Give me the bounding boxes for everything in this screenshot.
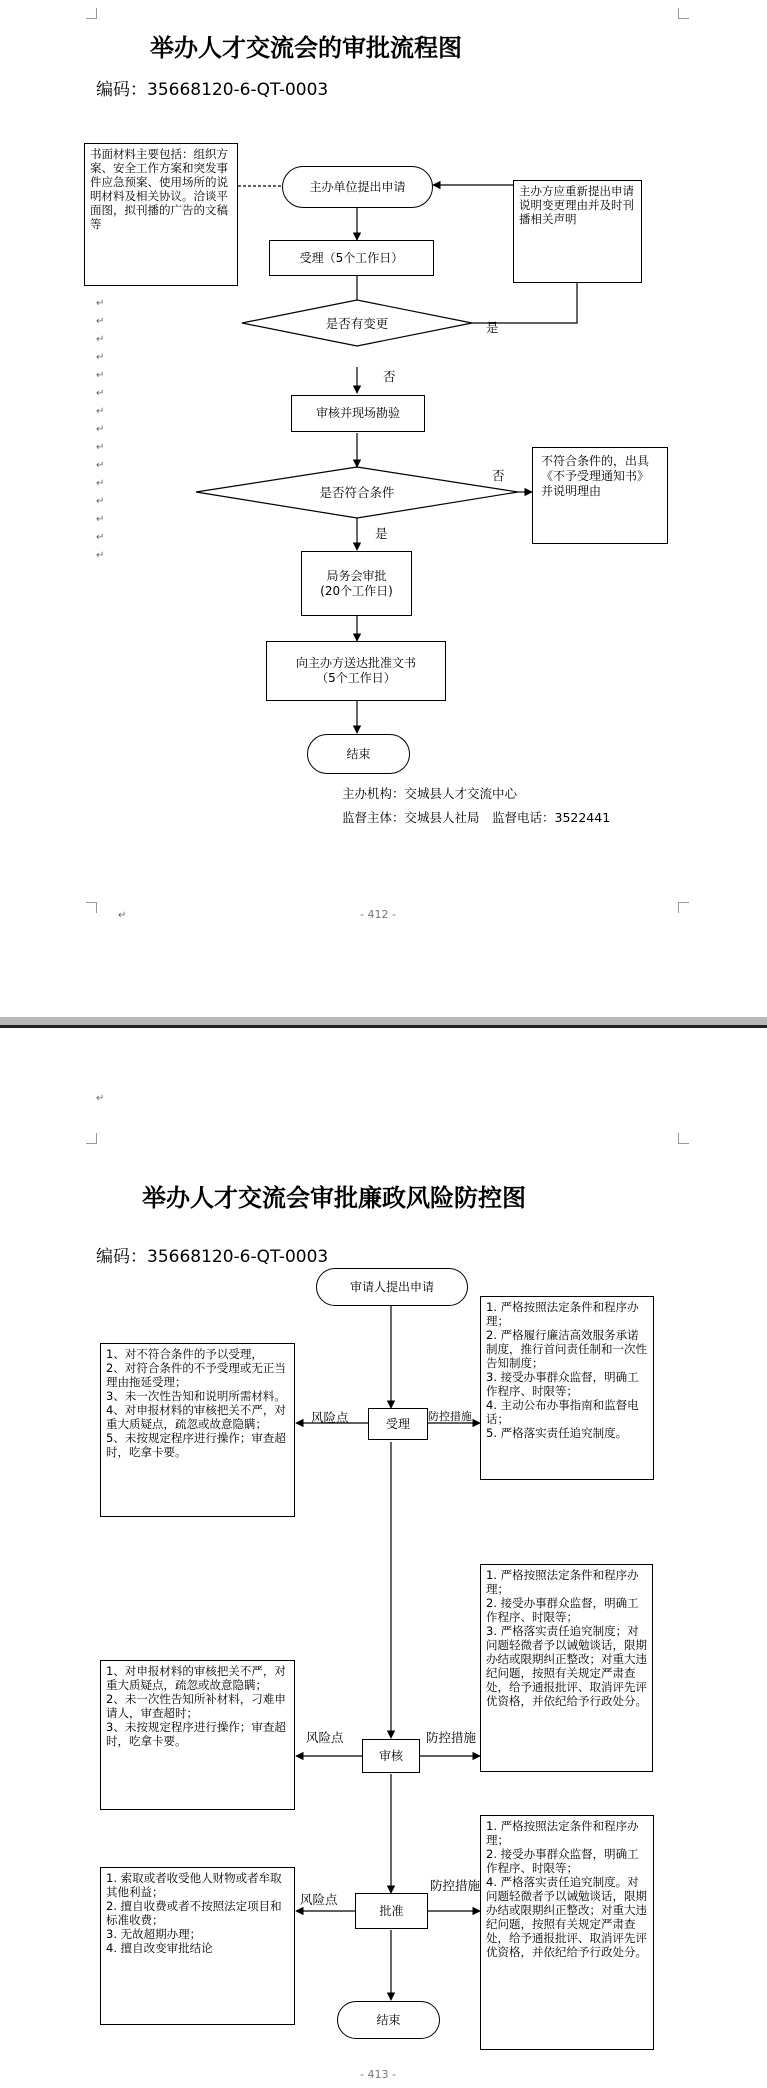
risk-item: 4、对申报材料的审核把关不严，对重大质疑点，疏忽或故意隐瞒； — [106, 1403, 286, 1431]
host-org: 主办机构：交城县人才交流中心 — [342, 786, 518, 801]
page-number: - 412 - — [360, 908, 396, 921]
risk-box-review — [100, 1660, 295, 1810]
document-code: 编码：35668120-6-QT-0003 — [96, 1247, 329, 1267]
risk-item: 2、未一次性告知所补材料，刁难申请人，审查超时； — [106, 1692, 286, 1720]
accept-node: 受理 — [368, 1408, 428, 1440]
end-node: 结束 — [307, 734, 410, 774]
review-node: 审核并现场勘验 — [291, 395, 425, 432]
document-code: 编码：35668120-6-QT-0003 — [96, 80, 329, 100]
page-title: 举办人才交流会审批廉政风险防控图 — [142, 1184, 526, 1212]
resubmit-note: 主办方应重新提出申请说明变更理由并及时刊播相关声明 — [513, 180, 642, 283]
no-label: 否 — [383, 369, 396, 384]
risk-box-approve — [100, 1867, 295, 2025]
control-item: 4. 严格落实责任追究制度。对问题轻微者予以诫勉谈话，限期办结或限期纠正整改；对重大违纪问题，按照有关规定严肃查处，给予通报批评、取消评先评优资格，并依纪给予行政处分。 — [486, 1875, 647, 1959]
risk-item: 1、对不符合条件的予以受理， — [106, 1347, 263, 1361]
control-item: 1. 严格按照法定条件和程序办理； — [486, 1568, 639, 1596]
control-item: 3. 严格落实责任追究制度；对问题轻微者予以诫勉谈话，限期办结或限期纠正整改；对重大违纪问题，按照有关规定严肃查处，给予通报批评、取消评先评优资格，并依纪给予行政处分。 — [486, 1624, 647, 1708]
approval-label: 局务会审批 — [326, 568, 387, 583]
risk-item: 3、未一次性告知和说明所需材料。 — [106, 1389, 286, 1403]
control-item: 4. 主动公布办事指南和监督电话； — [486, 1398, 639, 1426]
control-item: 2. 接受办事群众监督，明确工作程序、时限等； — [486, 1596, 639, 1624]
end-node: 结束 — [337, 2001, 440, 2039]
risk-item: 3. 无故超期办理； — [106, 1927, 202, 1941]
control-box-accept — [480, 1296, 654, 1480]
start-node: 审请人提出申请 — [316, 1268, 468, 1306]
risk-item: 1、对申报材料的审核把关不严，对重大质疑点，疏忽或故意隐瞒； — [106, 1664, 286, 1692]
risk-item: 2. 擅自收费或者不按照法定项目和标准收费； — [106, 1899, 282, 1927]
control-label: 防控措施 — [426, 1730, 477, 1745]
yes-label: 是 — [375, 526, 388, 541]
approval-duration: (20个工作日) — [320, 583, 393, 598]
risk-item: 5、未按规定程序进行操作；审查超时，吃拿卡要。 — [106, 1431, 286, 1459]
review-node: 审核 — [362, 1739, 420, 1773]
risk-label: 风险点 — [306, 1730, 344, 1745]
control-item: 3. 接受办事群众监督，明确工作程序、时限等； — [486, 1370, 639, 1398]
paragraph-mark: ↵ — [118, 910, 127, 921]
control-item: 2. 严格履行廉洁高效服务承诺制度，推行首问责任制和一次性告知制度； — [486, 1328, 647, 1370]
paragraph-mark: ↵ — [96, 1093, 105, 1104]
risk-item: 4. 擅自改变审批结论 — [106, 1941, 213, 1955]
control-box-review — [480, 1564, 653, 1772]
risk-item: 2、对符合条件的不予受理或无正当理由拖延受理； — [106, 1361, 286, 1389]
control-item: 5. 严格落实责任追究制度。 — [486, 1426, 628, 1440]
page-number: - 413 - — [360, 2068, 396, 2081]
risk-label: 风险点 — [311, 1410, 349, 1425]
send-label: 向主办方送达批准文书 — [295, 656, 416, 670]
accept-node: 受理（5个工作日） — [269, 240, 434, 276]
send-duration: （5个工作日） — [316, 671, 396, 685]
paragraph-marks: ↵ ↵ ↵ ↵ ↵ ↵ ↵ ↵ ↵ ↵ ↵ ↵ ↵ ↵ ↵ — [96, 298, 105, 561]
risk-item: 1. 索取或者收受他人财物或者牟取其他利益； — [106, 1871, 282, 1899]
page-title: 举办人才交流会的审批流程图 — [150, 34, 462, 62]
yes-label: 是 — [486, 320, 499, 335]
supervisor-info: 监督主体：交城县人社局 监督电话：3522441 — [342, 810, 611, 825]
conditions-decision: 是否符合条件 — [319, 485, 395, 500]
control-item: 2. 接受办事群众监督，明确工作程序、时限等； — [486, 1847, 639, 1875]
change-decision: 是否有变更 — [325, 316, 389, 331]
approve-node: 批准 — [355, 1893, 428, 1929]
control-box-approve — [480, 1815, 654, 2050]
risk-label: 风险点 — [300, 1892, 338, 1907]
materials-note: 书面材料主要包括：组织方案、安全工作方案和突发事件应急预案、使用场所的说明材料及相关协议。洽谈平面图，拟刊播的广告的文稿等 — [84, 143, 238, 286]
control-item: 1. 严格按照法定条件和程序办理； — [486, 1819, 639, 1847]
no-label: 否 — [492, 468, 505, 483]
start-node: 主办单位提出申请 — [282, 166, 433, 208]
risk-item: 3、未按规定程序进行操作；审查超时，吃拿卡要。 — [106, 1720, 286, 1748]
control-label: 防控措施 — [430, 1878, 481, 1893]
control-item: 1. 严格按照法定条件和程序办理； — [486, 1300, 639, 1328]
risk-box-accept — [100, 1343, 295, 1517]
control-label: 防控措施 — [428, 1410, 472, 1423]
reject-note: 不符合条件的，出具《不予受理通知书》并说明理由 — [532, 447, 668, 544]
